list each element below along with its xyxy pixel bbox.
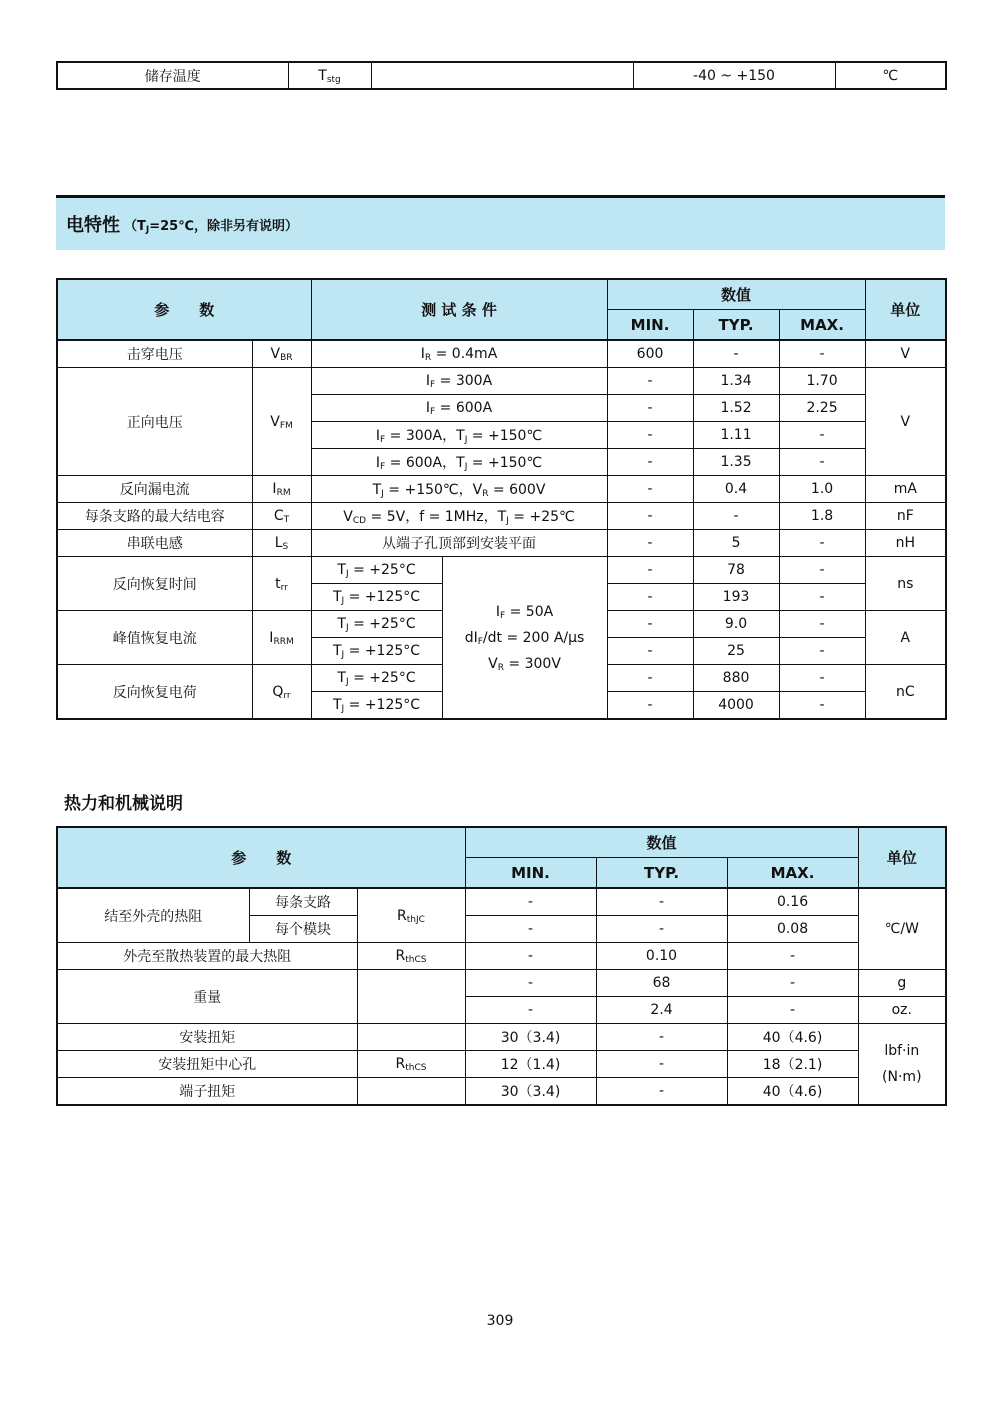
value-max: - bbox=[779, 557, 865, 584]
param-name: 端子扭矩 bbox=[57, 1078, 357, 1106]
value-max: - bbox=[727, 943, 858, 970]
value-max: - bbox=[779, 584, 865, 611]
param-junction-temp: $T_J = +125^\circ C$ bbox=[311, 584, 442, 611]
param-name: 击穿电压 bbox=[57, 340, 252, 368]
value-min: - bbox=[607, 692, 693, 720]
param-symbol: $V_{BR}$ bbox=[252, 340, 311, 368]
param-symbol bbox=[357, 1078, 465, 1106]
value-min: - bbox=[607, 530, 693, 557]
param-name: 正向电压 bbox=[57, 368, 252, 476]
param-name: 结至外壳的热阻 bbox=[57, 888, 249, 943]
table-row bbox=[57, 1051, 946, 1078]
electrical-characteristics-table bbox=[56, 278, 947, 720]
header-max: MAX. bbox=[779, 310, 865, 341]
param-junction-temp: $T_J = +125^\circ C$ bbox=[311, 692, 442, 720]
value-typ: 4000 bbox=[693, 692, 779, 720]
table-row bbox=[57, 888, 946, 916]
value-typ: 193 bbox=[693, 584, 779, 611]
param-name: 安装扭矩中心孔 bbox=[57, 1051, 357, 1078]
value-min: - bbox=[465, 997, 596, 1024]
value-typ: 9.0 bbox=[693, 611, 779, 638]
value-max: - bbox=[779, 340, 865, 368]
table-row bbox=[57, 1078, 946, 1106]
value-max: - bbox=[727, 997, 858, 1024]
param-junction-temp: $T_J = +125^\circ C$ bbox=[311, 638, 442, 665]
value-typ: - bbox=[596, 916, 727, 943]
param-condition: $I_F = 600A$，$T_J$ = +150℃ bbox=[311, 449, 607, 476]
table-row bbox=[57, 530, 946, 557]
param-condition: $V_{CD} = 5V$，f = 1MHz，$T_J$ = +25℃ bbox=[311, 503, 607, 530]
unit-line: (N·m) bbox=[882, 1069, 922, 1085]
param-symbol: $R_{thJC}$ bbox=[357, 888, 465, 943]
param-condition bbox=[371, 62, 633, 89]
table-row bbox=[57, 943, 946, 970]
param-condition: $T_J$ = +150℃，$V_R = 600V$ bbox=[311, 476, 607, 503]
param-name: 串联电感 bbox=[57, 530, 252, 557]
param-symbol bbox=[357, 1024, 465, 1051]
value-max: - bbox=[779, 530, 865, 557]
value-min: - bbox=[465, 888, 596, 916]
param-condition: $I_R = 0.4mA$ bbox=[311, 340, 607, 368]
table-row bbox=[57, 503, 946, 530]
value-min: - bbox=[607, 368, 693, 395]
param-condition: $I_F = 300A$ bbox=[311, 368, 607, 395]
value-typ: 68 bbox=[596, 970, 727, 997]
param-symbol: $T_{stg}$ bbox=[288, 62, 371, 89]
header-unit: 单位 bbox=[865, 279, 946, 340]
table-row bbox=[57, 340, 946, 368]
table-row bbox=[57, 368, 946, 395]
value-max: - bbox=[779, 422, 865, 449]
param-symbol: $L_S$ bbox=[252, 530, 311, 557]
param-unit: ℃ bbox=[835, 62, 946, 89]
table-row bbox=[57, 970, 946, 997]
value-typ: 5 bbox=[693, 530, 779, 557]
param-name: 反向恢复时间 bbox=[57, 557, 252, 611]
value-min: - bbox=[607, 557, 693, 584]
param-junction-temp: $T_J = +25^\circ C$ bbox=[311, 557, 442, 584]
value-max: - bbox=[779, 638, 865, 665]
value-min: - bbox=[465, 916, 596, 943]
section-title: 热力和机械说明 bbox=[64, 794, 183, 814]
value-min: - bbox=[465, 970, 596, 997]
param-symbol: $V_{FM}$ bbox=[252, 368, 311, 476]
value-max: - bbox=[779, 449, 865, 476]
param-symbol: $I_{RRM}$ bbox=[252, 611, 311, 665]
value-max: - bbox=[779, 665, 865, 692]
condition-line: $V_R = 300V$ bbox=[488, 655, 561, 673]
param-unit: ℃/W bbox=[858, 888, 946, 970]
condition-line: $I_F = 50A$ bbox=[495, 603, 554, 621]
section-title: 电特性 bbox=[66, 215, 120, 236]
param-unit bbox=[858, 1024, 946, 1106]
param-unit: nC bbox=[865, 665, 946, 720]
header-values: 数值 bbox=[465, 827, 858, 858]
electrical-section-header bbox=[56, 195, 945, 250]
value-typ: 1.11 bbox=[693, 422, 779, 449]
param-symbol: $t_{rr}$ bbox=[252, 557, 311, 611]
page-number: 309 bbox=[486, 1313, 514, 1329]
value-typ: 880 bbox=[693, 665, 779, 692]
thermal-mechanical-table bbox=[56, 826, 947, 1106]
value-typ: 0.10 bbox=[596, 943, 727, 970]
param-unit: A bbox=[865, 611, 946, 665]
param-symbol: $R_{thCS}$ bbox=[357, 943, 465, 970]
header-min: MIN. bbox=[607, 310, 693, 341]
param-subname: 每个模块 bbox=[249, 916, 357, 943]
unit-line: lbf·in bbox=[884, 1043, 920, 1059]
table-row bbox=[57, 1024, 946, 1051]
param-name: 峰值恢复电流 bbox=[57, 611, 252, 665]
value-typ: 1.52 bbox=[693, 395, 779, 422]
storage-temperature-table bbox=[56, 61, 947, 90]
param-unit: nF bbox=[865, 503, 946, 530]
header-min: MIN. bbox=[465, 858, 596, 889]
value-min: - bbox=[607, 422, 693, 449]
value-min: - bbox=[607, 584, 693, 611]
param-condition: $I_F = 300A$，$T_J$ = +150℃ bbox=[311, 422, 607, 449]
param-name: 重量 bbox=[57, 970, 357, 1024]
value-max: 40（4.6) bbox=[727, 1024, 858, 1051]
header-max: MAX. bbox=[727, 858, 858, 889]
section-condition: （$T_J=25℃$，除非另有说明） bbox=[124, 218, 298, 235]
value-typ: - bbox=[693, 340, 779, 368]
header-param: 参 数 bbox=[57, 279, 311, 340]
table-row bbox=[57, 62, 946, 89]
header-typ: TYP. bbox=[596, 858, 727, 889]
param-unit: V bbox=[865, 368, 946, 476]
shared-test-condition bbox=[442, 557, 607, 720]
value-min: - bbox=[607, 476, 693, 503]
header-typ: TYP. bbox=[693, 310, 779, 341]
param-symbol: $R_{thCS}$ bbox=[357, 1051, 465, 1078]
value-min: 30（3.4) bbox=[465, 1078, 596, 1106]
param-condition: $I_F = 600A$ bbox=[311, 395, 607, 422]
value-min: - bbox=[465, 943, 596, 970]
value-typ: 25 bbox=[693, 638, 779, 665]
header-values: 数值 bbox=[607, 279, 865, 310]
param-symbol bbox=[357, 970, 465, 1024]
param-symbol: $I_{RM}$ bbox=[252, 476, 311, 503]
param-unit: mA bbox=[865, 476, 946, 503]
value-max: 0.16 bbox=[727, 888, 858, 916]
param-junction-temp: $T_J = +25^\circ C$ bbox=[311, 611, 442, 638]
param-unit: V bbox=[865, 340, 946, 368]
value-max: 1.0 bbox=[779, 476, 865, 503]
value-max: - bbox=[779, 611, 865, 638]
value-max: 18（2.1) bbox=[727, 1051, 858, 1078]
value-typ: - bbox=[596, 888, 727, 916]
param-unit: g bbox=[858, 970, 946, 997]
table-row bbox=[57, 557, 946, 584]
value-typ: - bbox=[596, 1078, 727, 1106]
param-name: 反向漏电流 bbox=[57, 476, 252, 503]
param-unit: oz. bbox=[858, 997, 946, 1024]
value-min: 12（1.4) bbox=[465, 1051, 596, 1078]
param-name: 外壳至散热装置的最大热阻 bbox=[57, 943, 357, 970]
value-typ: 1.34 bbox=[693, 368, 779, 395]
value-max: - bbox=[779, 692, 865, 720]
value-typ: 78 bbox=[693, 557, 779, 584]
header-condition: 测 试 条 件 bbox=[311, 279, 607, 340]
param-unit: ns bbox=[865, 557, 946, 611]
condition-line: $dI_F/dt = 200$ A/μs bbox=[464, 629, 585, 647]
value-typ: 2.4 bbox=[596, 997, 727, 1024]
header-param: 参 数 bbox=[57, 827, 465, 888]
value-min: - bbox=[607, 503, 693, 530]
param-name: 反向恢复电荷 bbox=[57, 665, 252, 720]
table-row bbox=[57, 476, 946, 503]
value-typ: 1.35 bbox=[693, 449, 779, 476]
param-name: 每条支路的最大结电容 bbox=[57, 503, 252, 530]
value-min: 30（3.4) bbox=[465, 1024, 596, 1051]
value-min: - bbox=[607, 449, 693, 476]
value-typ: - bbox=[596, 1024, 727, 1051]
param-value: -40 ~ +150 bbox=[633, 62, 835, 89]
value-typ: - bbox=[596, 1051, 727, 1078]
value-min: - bbox=[607, 638, 693, 665]
header-unit: 单位 bbox=[858, 827, 946, 888]
value-typ: 0.4 bbox=[693, 476, 779, 503]
value-max: 0.08 bbox=[727, 916, 858, 943]
value-max: 1.8 bbox=[779, 503, 865, 530]
param-symbol: $C_T$ bbox=[252, 503, 311, 530]
param-condition: 从端子孔顶部到安装平面 bbox=[311, 530, 607, 557]
value-min: 600 bbox=[607, 340, 693, 368]
value-max: 40（4.6) bbox=[727, 1078, 858, 1106]
value-min: - bbox=[607, 611, 693, 638]
param-symbol: $Q_{rr}$ bbox=[252, 665, 311, 720]
value-max: - bbox=[727, 970, 858, 997]
param-junction-temp: $T_J = +25^\circ C$ bbox=[311, 665, 442, 692]
param-name: 储存温度 bbox=[57, 62, 288, 89]
param-subname: 每条支路 bbox=[249, 888, 357, 916]
value-min: - bbox=[607, 665, 693, 692]
value-max: 1.70 bbox=[779, 368, 865, 395]
param-name: 安装扭矩 bbox=[57, 1024, 357, 1051]
value-typ: - bbox=[693, 503, 779, 530]
value-max: 2.25 bbox=[779, 395, 865, 422]
param-unit: nH bbox=[865, 530, 946, 557]
value-min: - bbox=[607, 395, 693, 422]
